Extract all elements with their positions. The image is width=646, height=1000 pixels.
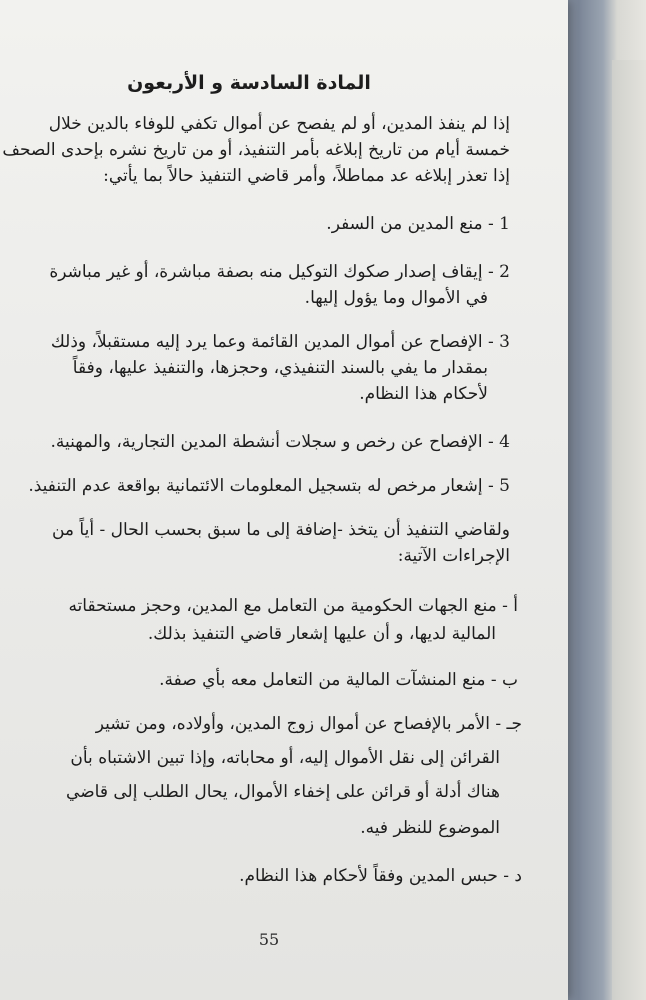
list-item: 2 - إيقاف إصدار صكوك التوكيل منه بصفة مباشرة، أو غير مباشرة <box>49 262 510 282</box>
text-line: الإجراءات الآتية: <box>397 546 510 566</box>
text-line: القرائن إلى نقل الأموال إليه، أو محاباته، وإذا تبين الاشتباه بأن <box>70 748 500 768</box>
text-line: إذا تعذر إبلاغه عد مماطلاً، وأمر قاضي التنفيذ حالاً بما يأتي: <box>103 166 510 186</box>
text-line: إذا لم ينفذ المدين، أو لم يفصح عن أموال تكفي للوفاء بالدين خلال <box>48 114 510 134</box>
list-item: د - حبس المدين وفقاً لأحكام هذا النظام. <box>239 866 522 886</box>
list-item: ب - منع المنشآت المالية من التعامل معه بأي صفة. <box>159 670 518 690</box>
list-item: 4 - الإفصاح عن رخص و سجلات أنشطة المدين التجارية، والمهنية. <box>50 432 510 452</box>
text-line: هناك أدلة أو قرائن على إخفاء الأموال، يحال الطلب إلى قاضي <box>66 782 500 802</box>
list-item: 1 - منع المدين من السفر. <box>326 214 510 234</box>
page-number: 55 <box>258 930 280 949</box>
text-line: المالية لديها، و أن عليها إشعار قاضي التنفيذ بذلك. <box>147 624 496 644</box>
text-line: خمسة أيام من تاريخ إبلاغه بأمر التنفيذ، أو من تاريخ نشره بإحدى الصحف <box>2 140 510 160</box>
text-line: الموضوع للنظر فيه. <box>360 818 500 838</box>
text-line: في الأموال وما يؤول إليها. <box>304 288 488 308</box>
article-heading: المادة السادسة و الأربعون <box>127 72 371 94</box>
list-item: 5 - إشعار مرخص له بتسجيل المعلومات الائتمانية بواقعة عدم التنفيذ. <box>28 476 510 496</box>
list-item: أ - منع الجهات الحكومية من التعامل مع المدين، وحجز مستحقاته <box>68 596 518 616</box>
text-line: لأحكام هذا النظام. <box>359 384 488 404</box>
list-item: 3 - الإفصاح عن أموال المدين القائمة وعما يرد إليه مستقبلاً، وذلك <box>50 332 510 352</box>
adjacent-page-edge <box>612 60 646 1000</box>
list-item: جـ - الأمر بالإفصاح عن أموال زوج المدين، وأولاده، ومن تشير <box>95 714 522 734</box>
text-line: بمقدار ما يفي بالسند التنفيذي، وحجزها، والتنفيذ عليها، وفقاً <box>72 358 488 378</box>
text-line: ولقاضي التنفيذ أن يتخذ -إضافة إلى ما سبق بحسب الحال - أياً من <box>51 520 510 540</box>
